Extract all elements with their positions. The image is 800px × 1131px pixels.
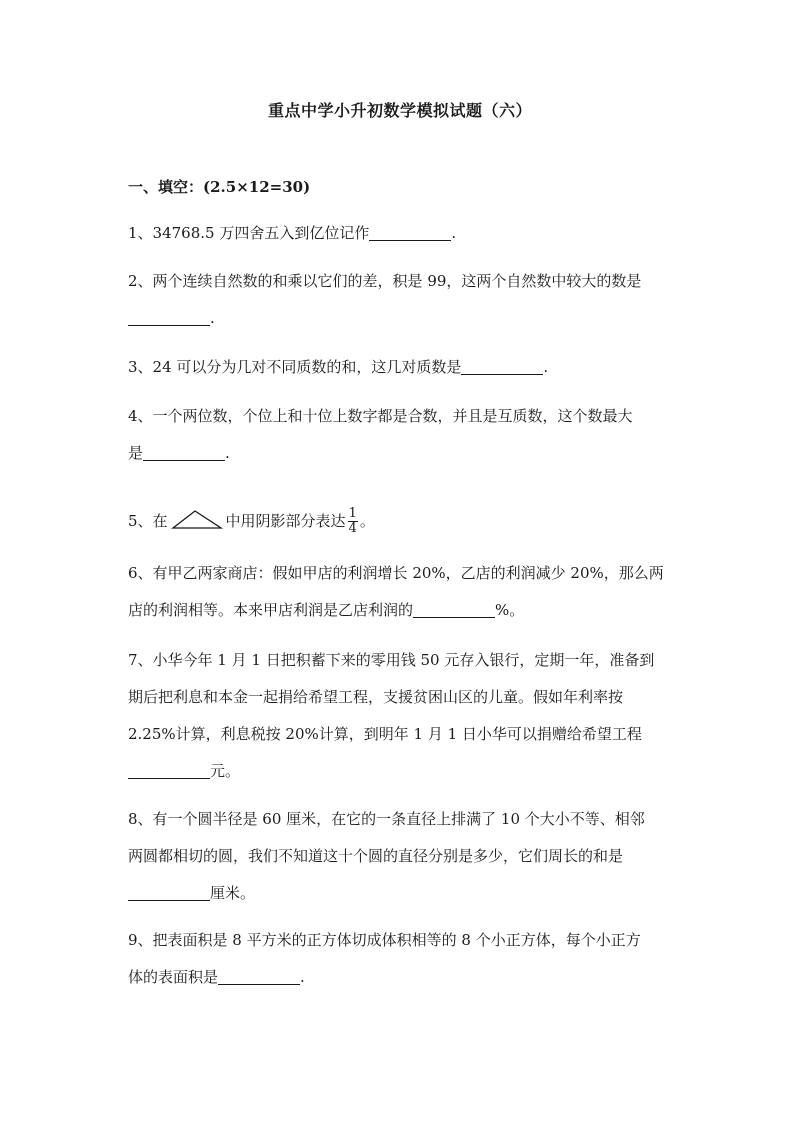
question-4 <box>128 398 676 472</box>
question-3 <box>128 349 676 386</box>
q9-line-2 <box>128 959 676 996</box>
q8-suffix: 厘米。 <box>210 884 256 902</box>
q3-text: 3、24 可以分为几对不同质数的和，这几对质数是 <box>128 358 462 376</box>
answer-blank[interactable] <box>128 899 210 901</box>
q7-line-4 <box>128 753 676 790</box>
answer-blank[interactable] <box>413 616 495 618</box>
q6-line-1: 6、有甲乙两家商店：假如甲店的利润增长 20%，乙店的利润减少 20%，那么两 <box>128 564 664 582</box>
answer-blank[interactable] <box>128 777 210 779</box>
q4-line-1: 4、一个两位数，个位上和十位上数字都是合数，并且是互质数，这个数最大 <box>128 407 633 425</box>
answer-blank[interactable] <box>461 373 543 375</box>
q5-line <box>128 503 676 540</box>
q2-line-2 <box>128 300 676 337</box>
q6-line-2 <box>128 592 676 629</box>
q8-line-1: 8、有一个圆半径是 60 厘米，在它的一条直径上排满了 10 个大小不等、相邻 <box>128 810 645 828</box>
q6-suffix: %。 <box>495 601 525 619</box>
answer-blank[interactable] <box>369 239 451 241</box>
q3-suffix: . <box>543 358 549 376</box>
question-5 <box>128 503 676 540</box>
q2-line-1: 2、两个连续自然数的和乘以它们的差，积是 99，这两个自然数中较大的数是 <box>128 272 642 290</box>
q5-text-b: 中用阴影部分表达 <box>225 512 346 530</box>
q4-suffix: . <box>225 444 230 462</box>
q1-line <box>128 215 676 252</box>
fraction-numerator: 1 <box>348 506 357 521</box>
question-1 <box>128 215 676 252</box>
question-6 <box>128 555 676 629</box>
q9-text: 体的表面积是 <box>128 968 219 986</box>
q9-suffix: . <box>300 968 305 986</box>
fraction-denominator: 4 <box>348 521 357 536</box>
q6-text: 店的利润相等。本来甲店利润是乙店利润的 <box>128 601 414 619</box>
answer-blank[interactable] <box>143 459 225 461</box>
question-7 <box>128 642 676 790</box>
q7-suffix: 元。 <box>210 762 241 780</box>
q8-line-2: 两圆都相切的圆，我们不知道这十个圆的直径分别是多少，它们周长的和是 <box>128 847 624 865</box>
q4-text: 是 <box>128 444 144 462</box>
q8-line-3 <box>128 875 676 912</box>
q7-line-1: 7、小华今年 1 月 1 日把积蓄下来的零用钱 50 元存入银行，定期一年，准备到 <box>128 651 655 669</box>
q1-text: 1、34768.5 万四舍五入到亿位记作 <box>128 224 370 242</box>
q1-suffix: . <box>451 224 457 242</box>
q4-line-2 <box>128 435 676 472</box>
q9-line-1: 9、把表面积是 8 平方米的正方体切成体积相等的 8 个小正方体，每个小正方 <box>128 931 641 949</box>
q2-suffix: . <box>210 309 215 327</box>
page-title: 重点中学小升初数学模拟试题（六） <box>267 101 532 120</box>
question-2 <box>128 263 676 337</box>
answer-blank[interactable] <box>218 983 300 985</box>
question-9 <box>128 922 676 996</box>
q3-line <box>128 349 676 386</box>
fraction-one-quarter <box>348 507 358 536</box>
q7-line-2: 期后把利息和本金一起捐给希望工程，支援贫困山区的儿童。假如年利率按 <box>128 688 624 706</box>
answer-blank[interactable] <box>128 324 210 326</box>
triangle-figure <box>171 508 223 530</box>
question-8 <box>128 801 676 912</box>
section-heading: 一、填空：(2.5×12=30) <box>128 178 311 196</box>
q7-line-3: 2.25%计算，利息税按 20%计算，到明年 1 月 1 日小华可以捐赠给希望工程 <box>128 725 642 743</box>
q5-text-a: 5、在 <box>128 512 168 530</box>
q5-suffix: 。 <box>359 512 375 530</box>
